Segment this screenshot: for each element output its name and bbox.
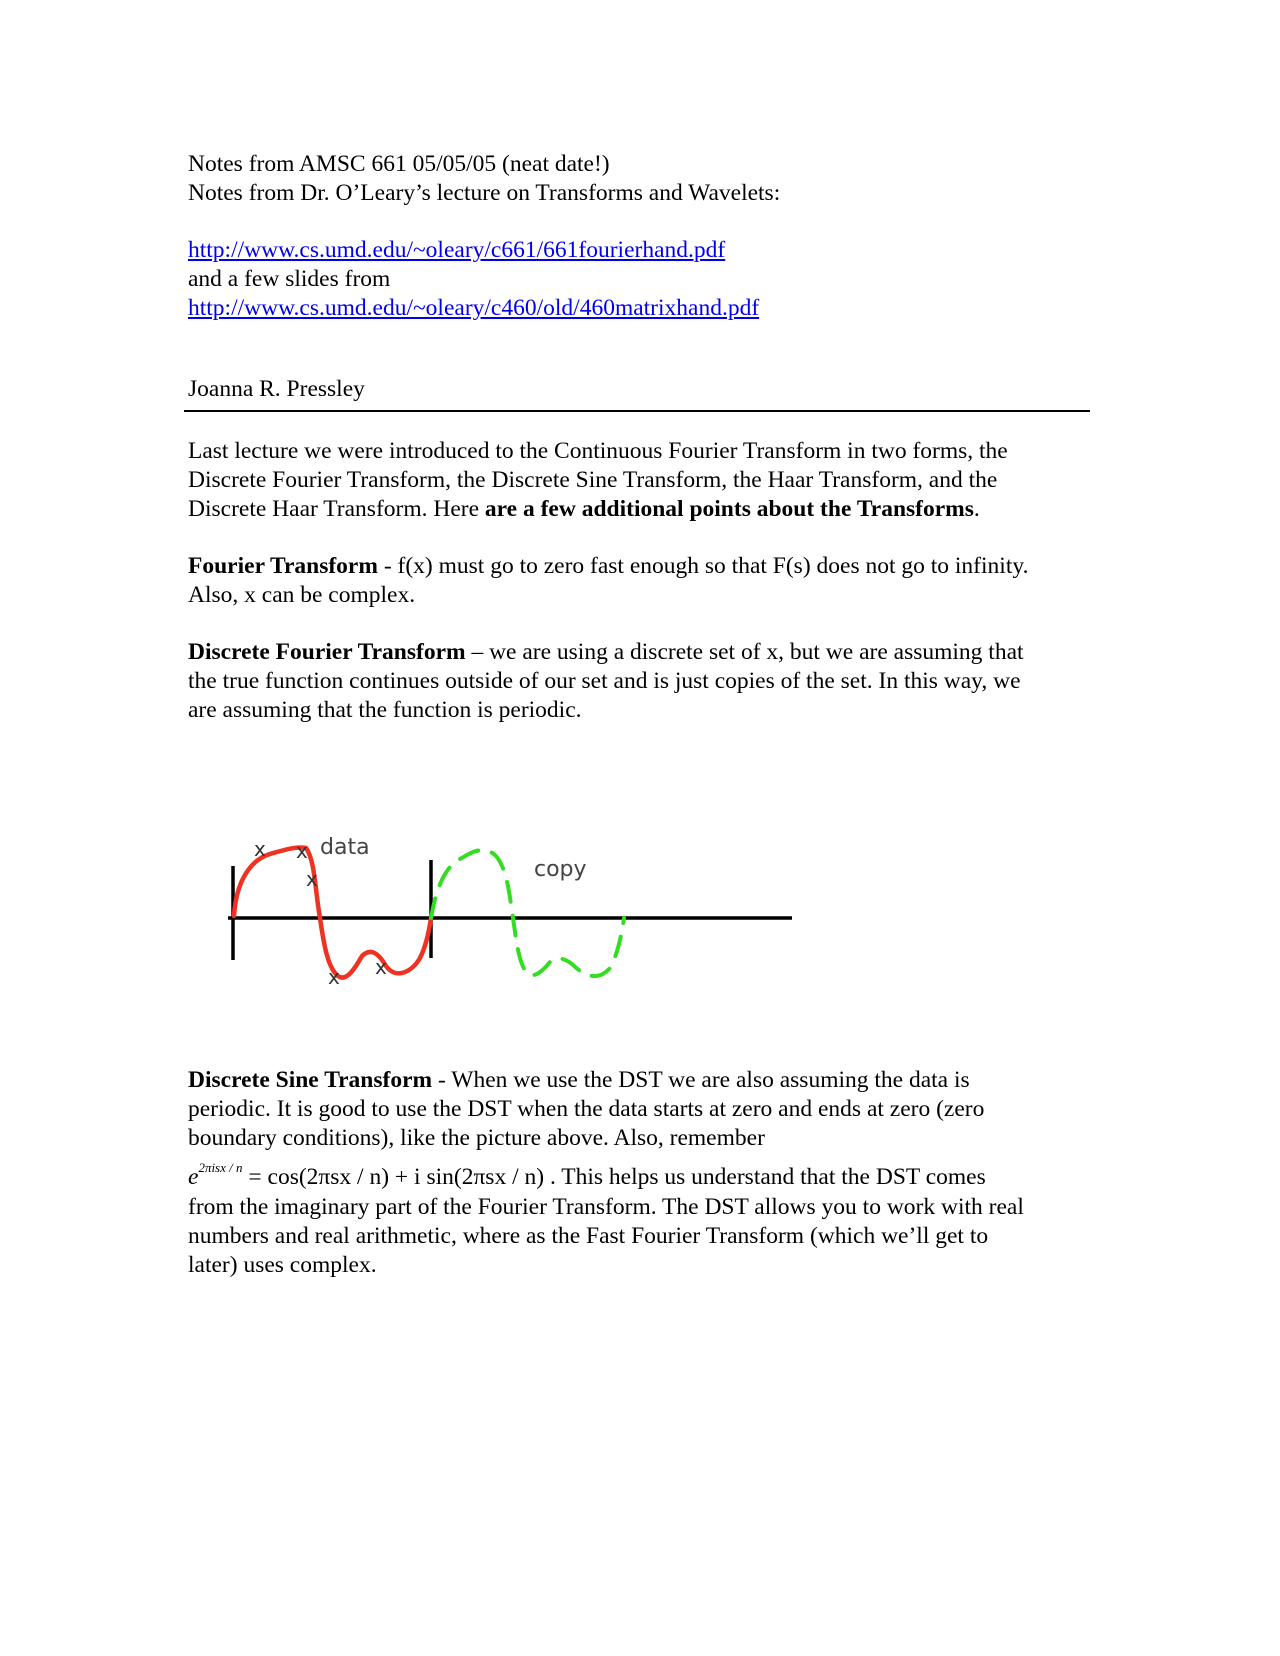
links-block [188, 236, 1088, 322]
author-divider [184, 410, 1090, 412]
data-curve [234, 847, 431, 977]
links-between-text: and a few slides from [188, 265, 391, 292]
euler-equation-line: $e^{2\pi isx / n} = \cos(2\pi sx / n) + i$ sin(2πsx / n) . This helps us understand that the DST comes [188, 1160, 986, 1191]
link-matrix-handout[interactable]: http://www.cs.umd.edu/~oleary/c460/old/460matrixhand.pdf [188, 294, 760, 321]
header-line-1: Notes from AMSC 661 05/05/05 (neat date!) [188, 151, 610, 177]
marker-x-mid: x [306, 867, 318, 891]
fourier-term: Fourier Transform [188, 553, 378, 579]
marker-x-1: x [254, 837, 266, 861]
periodic-data-figure [220, 820, 800, 1010]
data-label: data [320, 835, 370, 860]
intro-bold-text: are a few additional points about the Transforms [484, 495, 974, 522]
header-block [188, 150, 1088, 208]
intro-paragraph: Last lecture we were introduced to the Continuous Fourier Transform in two forms, the Discrete Fourier Transform, the Discrete Sine Transform, the Haar Transform, and the Discrete Haar Transform. Here are a few additional points about the Transforms. [188, 438, 1008, 522]
dst-paragraph: Discrete Sine Transform - When we use the DST we are also assuming the data is periodic. It is good to use the DST when the data starts at zero and ends at zero (zero boundary conditions), like the picture above. Also, remember $e^{2\pi isx / n} = \cos(2\pi sx / n) + i$ sin(2πsx / n) . This helps us understand that the DST comes from the imaginary part of the Fourier Transform. The DST allows you to work with real numbers and real arithmetic, where as the Fast Fourier Transform (which we’ll get to later) uses complex. [188, 1066, 1088, 1280]
dst-term: Discrete Sine Transform [188, 1067, 433, 1093]
marker-x-low-2: x [375, 955, 387, 979]
copy-label: copy [534, 857, 587, 882]
euler-equation-rhs: = cos(2πsx / n) + i sin(2πsx / n) [242, 1164, 545, 1191]
dft-paragraph: Discrete Fourier Transform – we are using a discrete set of x, but we are assuming that the true function continues outside of our set and is just copies of the set. In this way, we are assuming that the function is periodic. [188, 639, 1024, 723]
author-name: Joanna R. Pressley [188, 376, 365, 402]
link-fourier-handout[interactable]: http://www.cs.umd.edu/~oleary/c661/661fourierhand.pdf [188, 237, 726, 263]
fourier-paragraph: Fourier Transform - f(x) must go to zero fast enough so that F(s) does not go to infinity. Also, x can be complex. [188, 553, 1029, 608]
header-line-2: Notes from Dr. O’Leary’s lecture on Transforms and Wavelets: [188, 179, 781, 206]
copy-curve [431, 850, 624, 976]
dft-term: Discrete Fourier Transform [188, 639, 466, 665]
marker-x-low-1: x [328, 965, 340, 989]
marker-x-2: x [296, 839, 308, 863]
